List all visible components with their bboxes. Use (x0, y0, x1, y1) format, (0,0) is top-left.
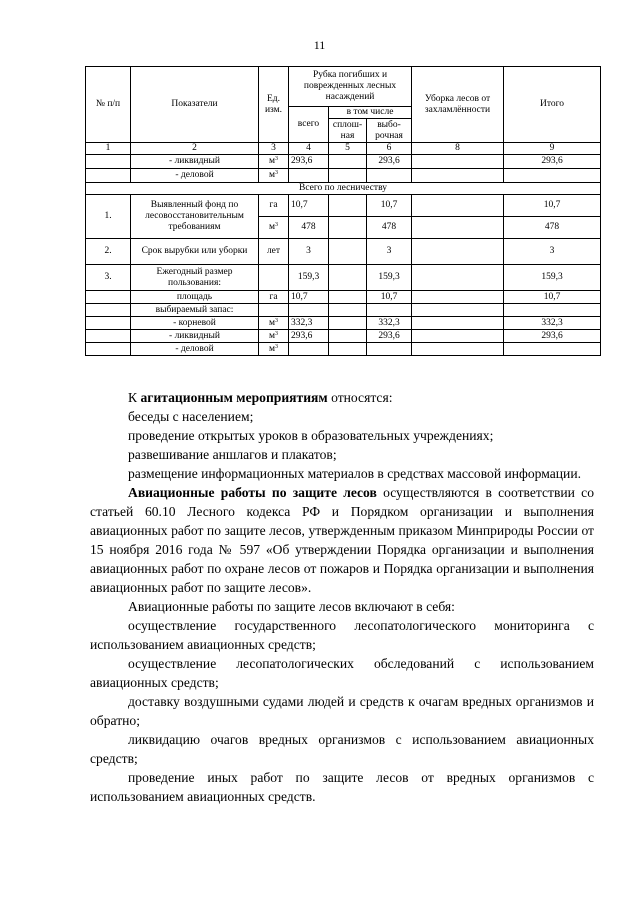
section-title: Всего по лесничеству (86, 183, 601, 195)
cell-cleanup (412, 317, 504, 330)
paragraph: ликвидацию очагов вредных организмов с использованием авиационных средств; (90, 732, 594, 766)
paragraph: К агитационным мероприятиям относятся: (128, 390, 393, 405)
header-clear: сплош-ная (329, 119, 367, 143)
table-row (86, 169, 601, 183)
cell-total (289, 304, 329, 317)
cell-cleanup (412, 169, 504, 183)
header-total: всего (289, 107, 329, 143)
cell-selective (367, 304, 412, 317)
cell-selective: 293,6 (367, 330, 412, 343)
cell-num (86, 330, 131, 343)
cell-cleanup (412, 330, 504, 343)
cell-clear (329, 155, 367, 169)
bold-term: Авиационные работы по защите лесов (128, 485, 377, 500)
cell-unit: $м^3$ (259, 155, 289, 169)
cell-itogo: 10,7 (504, 195, 601, 217)
cell-cleanup (412, 343, 504, 356)
col-number: 9 (504, 143, 601, 155)
cell-unit (259, 265, 289, 291)
table-row (86, 317, 601, 330)
cell-itogo: 293,6 (504, 155, 601, 169)
cell-label: площадь (131, 291, 259, 304)
cell-label: - корневой (131, 317, 259, 330)
section-row (86, 183, 601, 195)
cell-selective: 159,3 (367, 265, 412, 291)
cell-cleanup (412, 304, 504, 317)
cell-num: 1. (86, 195, 131, 239)
cell-total (289, 169, 329, 183)
table-row (86, 265, 601, 291)
col-number: 6 (367, 143, 412, 155)
paragraph: Авиационные работы по защите лесов включают в себя: (128, 599, 455, 614)
col-number: 2 (131, 143, 259, 155)
cell-unit: га (259, 291, 289, 304)
cell-total: 10,7 (289, 291, 329, 304)
header-itogo: Итого (504, 67, 601, 143)
header-selective: выбо-рочная (367, 119, 412, 143)
bold-term: агитационным мероприятиям (140, 390, 328, 405)
cell-itogo: 332,3 (504, 317, 601, 330)
cell-selective: 10,7 (367, 291, 412, 304)
paragraph: доставку воздушными судами людей и средств к очагам вредных организмов и обратно; (90, 694, 594, 728)
cell-clear (329, 317, 367, 330)
paragraph: проведение открытых уроков в образовательных учреждениях; (128, 428, 494, 443)
cell-itogo: 10,7 (504, 291, 601, 304)
forest-data-table (85, 66, 601, 356)
table-row (86, 343, 601, 356)
cell-cleanup (412, 265, 504, 291)
header-indicators: Показатели (131, 67, 259, 143)
cell-unit (259, 304, 289, 317)
cell-num: 3. (86, 265, 131, 291)
cell-itogo (504, 343, 601, 356)
page-number: 11 (313, 38, 326, 52)
cell-cleanup (412, 239, 504, 265)
cell-clear (329, 265, 367, 291)
cell-total (289, 343, 329, 356)
table-row (86, 239, 601, 265)
col-number: 8 (412, 143, 504, 155)
cell-num (86, 304, 131, 317)
cell-total: 478 (289, 217, 329, 239)
header-cleanup: Уборка лесов от захламлённости (412, 67, 504, 143)
paragraph: осуществление лесопатологических обследований с использованием авиационных средств; (90, 656, 594, 690)
cell-clear (329, 304, 367, 317)
cell-itogo (504, 304, 601, 317)
cell-label: - ликвидный (131, 330, 259, 343)
cell-total: 293,6 (289, 155, 329, 169)
col-number: 1 (86, 143, 131, 155)
cell-label: - ликвидный (131, 155, 259, 169)
cell-cleanup (412, 291, 504, 304)
cell-selective: 293,6 (367, 155, 412, 169)
cell-selective (367, 343, 412, 356)
cell-total: 159,3 (289, 265, 329, 291)
cell-itogo: 293,6 (504, 330, 601, 343)
cell-itogo: 3 (504, 239, 601, 265)
cell-unit: лет (259, 239, 289, 265)
cell-selective: 478 (367, 217, 412, 239)
cell-label: - деловой (131, 169, 259, 183)
cell-clear (329, 330, 367, 343)
cell-unit: $м^3$ (259, 330, 289, 343)
cell-selective: 332,3 (367, 317, 412, 330)
table-row (86, 304, 601, 317)
col-number: 5 (329, 143, 367, 155)
cell-total: 10,7 (289, 195, 329, 217)
table-row (86, 155, 601, 169)
cell-clear (329, 239, 367, 265)
cell-label: Выявленный фонд по лесовосстановительным требованиям (131, 195, 259, 239)
cell-cleanup (412, 155, 504, 169)
table-row (86, 291, 601, 304)
col-number: 4 (289, 143, 329, 155)
header-including: в том числе (329, 107, 412, 119)
cell-num (86, 317, 131, 330)
cell-clear (329, 217, 367, 239)
cell-unit: $м^3$ (259, 317, 289, 330)
cell-selective (367, 169, 412, 183)
column-numbers-row (86, 143, 601, 155)
cell-unit: $м^3$ (259, 217, 289, 239)
header-row-1 (86, 67, 601, 107)
cell-clear (329, 291, 367, 304)
cell-itogo: 159,3 (504, 265, 601, 291)
cell-num (86, 155, 131, 169)
cell-total: 332,3 (289, 317, 329, 330)
cell-cleanup (412, 217, 504, 239)
cell-selective: 10,7 (367, 195, 412, 217)
cell-num: 2. (86, 239, 131, 265)
cell-num (86, 291, 131, 304)
body-text (90, 388, 594, 806)
paragraph: осуществление государственного лесопатологического мониторинга с использованием авиационных средств; (90, 618, 594, 652)
cell-num (86, 169, 131, 183)
paragraph: беседы с населением; (128, 409, 254, 424)
table-row (86, 330, 601, 343)
paragraph: развешивание аншлагов и плакатов; (128, 447, 337, 462)
header-unit: Ед. изм. (259, 67, 289, 143)
cell-selective: 3 (367, 239, 412, 265)
paragraph: размещение информационных материалов в средствах массовой информации. (128, 466, 582, 481)
paragraph: Авиационные работы по защите лесов осуществляются в соответствии со статьей 60.10 Лесного кодекса РФ и Порядком организации и выполнения авиационных работ по защите лесов, утвержденным приказом Минприроды России от 15 ноября 2016 года № 597 «Об утверждении Порядка организации и выполнения авиационных работ по охране лесов от пожаров и Порядка организации и выполнения авиационных работ по защите лесов». (90, 485, 594, 595)
cell-label: - деловой (131, 343, 259, 356)
header-num: № п/п (86, 67, 131, 143)
cell-clear (329, 195, 367, 217)
cell-num (86, 343, 131, 356)
cell-clear (329, 343, 367, 356)
cell-itogo: 478 (504, 217, 601, 239)
cell-label: Срок вырубки или уборки (131, 239, 259, 265)
cell-label: выбираемый запас: (131, 304, 259, 317)
cell-unit: га (259, 195, 289, 217)
cell-total: 3 (289, 239, 329, 265)
table-row (86, 195, 601, 217)
cell-unit: $м^3$ (259, 169, 289, 183)
cell-total: 293,6 (289, 330, 329, 343)
cell-unit: $м^3$ (259, 343, 289, 356)
cell-cleanup (412, 195, 504, 217)
cell-clear (329, 169, 367, 183)
paragraph: проведение иных работ по защите лесов от вредных организмов с использованием авиационных средств. (90, 770, 594, 804)
cell-itogo (504, 169, 601, 183)
cell-label: Ежегодный размер пользования: (131, 265, 259, 291)
header-felling-group: Рубка погибших и поврежденных лесных насаждений (289, 67, 412, 107)
col-number: 3 (259, 143, 289, 155)
